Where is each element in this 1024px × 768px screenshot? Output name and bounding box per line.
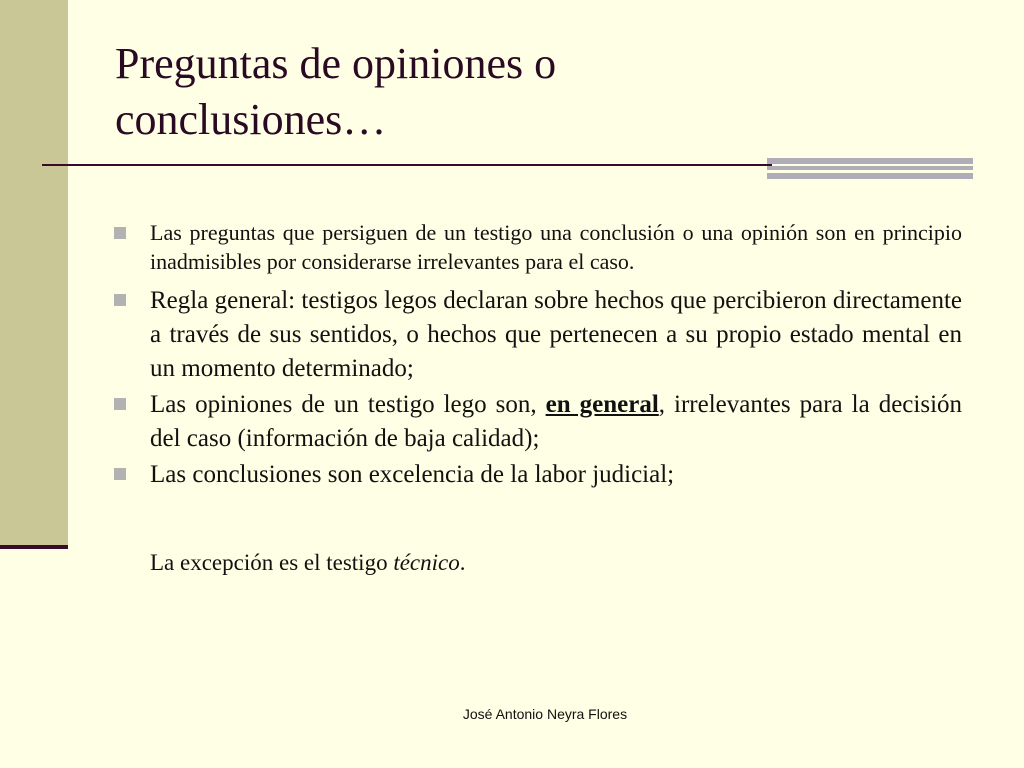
bullet-emphasis: en general [545,391,659,418]
bullet-text: Regla general: testigos legos declaran sobre hechos que percibieron directamente a través de sus sentidos, o hechos que pertenecen a su propio estado mental en un momento determinado; [150,287,962,382]
bullet-list [112,218,962,494]
bullet-square-icon [114,468,126,480]
bullet-text: Las conclusiones son excelencia de la labor judicial; [150,461,675,488]
bullet-text: Las preguntas que persiguen de un testigo una conclusión o una opinión son en principio inadmisibles por considerarse irrelevantes para el caso. [150,220,962,274]
sidebar-accent-line [0,545,68,549]
list-item [112,388,962,456]
title-divider [42,164,772,166]
list-item [112,284,962,386]
bullet-square-icon [114,227,126,239]
bullet-square-icon [114,294,126,306]
slide-title [115,36,755,148]
exception-italic: técnico [393,550,460,575]
exception-end: . [459,550,466,575]
exception-note [150,548,465,578]
decorative-gray-bar [767,158,973,164]
decorative-gray-bar [767,166,973,170]
slide-footer [0,706,1024,722]
bullet-text-after: , irrelevantes para la decisión del caso (información de baja calidad); [150,391,963,452]
title-line-2: conclusiones… [115,95,387,144]
title-line-1: Preguntas de opiniones o [115,39,557,88]
bullet-square-icon [114,398,126,410]
decorative-gray-bar [767,173,973,179]
list-item [112,458,962,492]
footer-author: José Antonio Neyra Flores [462,706,628,722]
decorative-sidebar [0,0,68,548]
bullet-text-before: Las opiniones de un testigo lego son, [150,391,546,418]
exception-text: La excepción es el testigo [150,550,394,575]
list-item [112,218,962,276]
